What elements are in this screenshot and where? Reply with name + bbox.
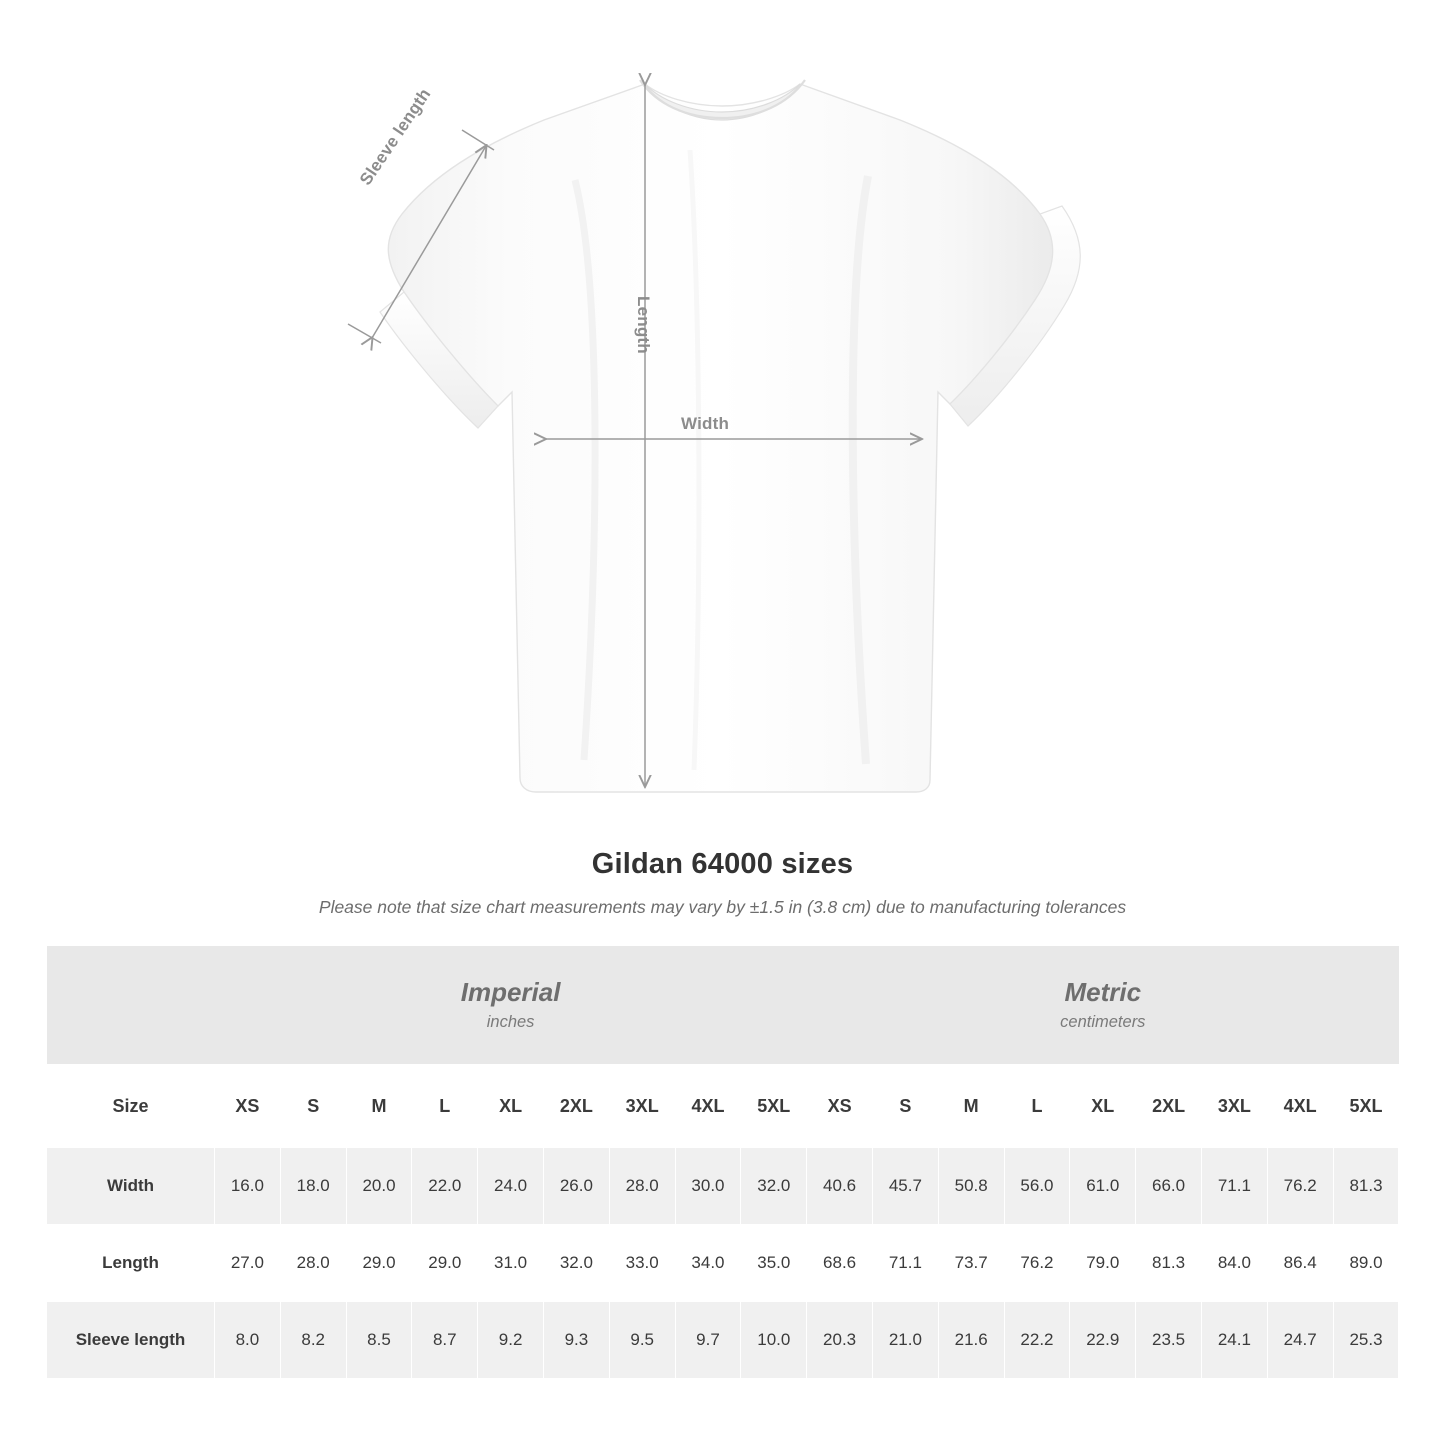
cell-sleeve-metric-xs: 20.3 [807,1302,873,1379]
cell-length-imperial-4xl: 34.0 [675,1225,741,1302]
system-metric [807,946,1399,1065]
cell-length-imperial-3xl: 33.0 [609,1225,675,1302]
cell-length-imperial-m: 29.0 [346,1225,412,1302]
cell-sleeve-metric-2xl: 23.5 [1136,1302,1202,1379]
sleeve-length-label: Sleeve length [356,84,435,189]
header-size-metric-2xl: 2XL [1136,1065,1202,1148]
table-header-row [47,1065,1399,1148]
header-size-imperial-5xl: 5XL [741,1065,807,1148]
header-size-imperial-3xl: 3XL [609,1065,675,1148]
cell-width-metric-xs: 40.6 [807,1148,873,1225]
system-imperial-unit: inches [486,1013,535,1032]
shirt-body [388,84,1052,792]
header-size-imperial-m: M [346,1065,412,1148]
cell-sleeve-metric-xl: 22.9 [1070,1302,1136,1379]
row-label-width: Width [47,1148,215,1225]
cell-width-metric-m: 50.8 [938,1148,1004,1225]
cell-width-imperial-s: 18.0 [280,1148,346,1225]
cell-length-imperial-2xl: 32.0 [543,1225,609,1302]
header-size-metric-l: L [1004,1065,1070,1148]
width-label: Width [681,414,730,433]
header-size-imperial-2xl: 2XL [543,1065,609,1148]
table-row [47,1302,1399,1379]
cell-length-metric-xl: 79.0 [1070,1225,1136,1302]
page-title: Gildan 64000 sizes [591,848,854,880]
cell-width-imperial-xl: 24.0 [478,1148,544,1225]
cell-length-metric-m: 73.7 [938,1225,1004,1302]
cell-sleeve-imperial-5xl: 10.0 [741,1302,807,1379]
cell-sleeve-imperial-m: 8.5 [346,1302,412,1379]
cell-length-imperial-xl: 31.0 [478,1225,544,1302]
cell-sleeve-metric-3xl: 24.1 [1201,1302,1267,1379]
length-label: Length [634,296,653,354]
system-imperial-name: Imperial [460,976,561,1007]
cell-sleeve-imperial-l: 8.7 [412,1302,478,1379]
sleeve-tick-top [462,130,494,150]
cell-sleeve-imperial-s: 8.2 [280,1302,346,1379]
header-size-imperial-l: L [412,1065,478,1148]
cell-sleeve-metric-5xl: 25.3 [1333,1302,1399,1379]
system-metric-unit: centimeters [1060,1013,1146,1032]
chart-heading [0,848,1445,918]
table-row [47,1148,1399,1225]
cell-sleeve-imperial-4xl: 9.7 [675,1302,741,1379]
cell-width-metric-2xl: 66.0 [1136,1148,1202,1225]
cell-width-imperial-5xl: 32.0 [741,1148,807,1225]
system-row-spacer [47,946,215,1065]
cell-length-metric-xs: 68.6 [807,1225,873,1302]
cell-length-metric-5xl: 89.0 [1333,1225,1399,1302]
header-size-metric-5xl: 5XL [1333,1065,1399,1148]
system-imperial [215,946,807,1065]
cell-sleeve-imperial-xs: 8.0 [215,1302,281,1379]
header-size-metric-s: S [872,1065,938,1148]
cell-width-imperial-3xl: 28.0 [609,1148,675,1225]
cell-sleeve-metric-s: 21.0 [872,1302,938,1379]
cell-width-metric-3xl: 71.1 [1201,1148,1267,1225]
header-size-label: Size [47,1065,215,1148]
cell-sleeve-imperial-2xl: 9.3 [543,1302,609,1379]
cell-width-imperial-4xl: 30.0 [675,1148,741,1225]
table-row [47,1225,1399,1302]
cell-length-imperial-5xl: 35.0 [741,1225,807,1302]
cell-sleeve-metric-m: 21.6 [938,1302,1004,1379]
header-size-metric-xl: XL [1070,1065,1136,1148]
cell-width-metric-5xl: 81.3 [1333,1148,1399,1225]
cell-sleeve-imperial-xl: 9.2 [478,1302,544,1379]
header-size-metric-4xl: 4XL [1267,1065,1333,1148]
cell-length-metric-4xl: 86.4 [1267,1225,1333,1302]
cell-width-metric-4xl: 76.2 [1267,1148,1333,1225]
cell-width-metric-s: 45.7 [872,1148,938,1225]
header-size-imperial-xs: XS [215,1065,281,1148]
cell-sleeve-metric-l: 22.2 [1004,1302,1070,1379]
system-metric-name: Metric [1064,976,1142,1007]
header-size-imperial-s: S [280,1065,346,1148]
header-size-imperial-xl: XL [478,1065,544,1148]
cell-sleeve-imperial-3xl: 9.5 [609,1302,675,1379]
cell-sleeve-metric-4xl: 24.7 [1267,1302,1333,1379]
size-chart-table [46,946,1399,1379]
cell-length-imperial-xs: 27.0 [215,1225,281,1302]
tolerance-note: Please note that size chart measurements may vary by ±1.5 in (3.8 cm) due to manufacturing tolerances [318,897,1127,917]
row-label-length: Length [47,1225,215,1302]
header-size-metric-3xl: 3XL [1201,1065,1267,1148]
table-system-row [47,946,1399,1065]
cell-length-metric-l: 76.2 [1004,1225,1070,1302]
cell-length-metric-3xl: 84.0 [1201,1225,1267,1302]
header-size-metric-m: M [938,1065,1004,1148]
cell-width-imperial-m: 20.0 [346,1148,412,1225]
cell-width-imperial-l: 22.0 [412,1148,478,1225]
cell-length-metric-2xl: 81.3 [1136,1225,1202,1302]
cell-length-imperial-s: 28.0 [280,1225,346,1302]
cell-width-imperial-2xl: 26.0 [543,1148,609,1225]
header-size-metric-xs: XS [807,1065,873,1148]
header-size-imperial-4xl: 4XL [675,1065,741,1148]
size-table-wrapper [46,946,1399,1379]
cell-length-imperial-l: 29.0 [412,1225,478,1302]
cell-width-imperial-xs: 16.0 [215,1148,281,1225]
sleeve-tick-bottom [348,324,381,343]
cell-length-metric-s: 71.1 [872,1225,938,1302]
cell-width-metric-xl: 61.0 [1070,1148,1136,1225]
row-label-sleeve-length: Sleeve length [47,1302,215,1379]
cell-width-metric-l: 56.0 [1004,1148,1070,1225]
